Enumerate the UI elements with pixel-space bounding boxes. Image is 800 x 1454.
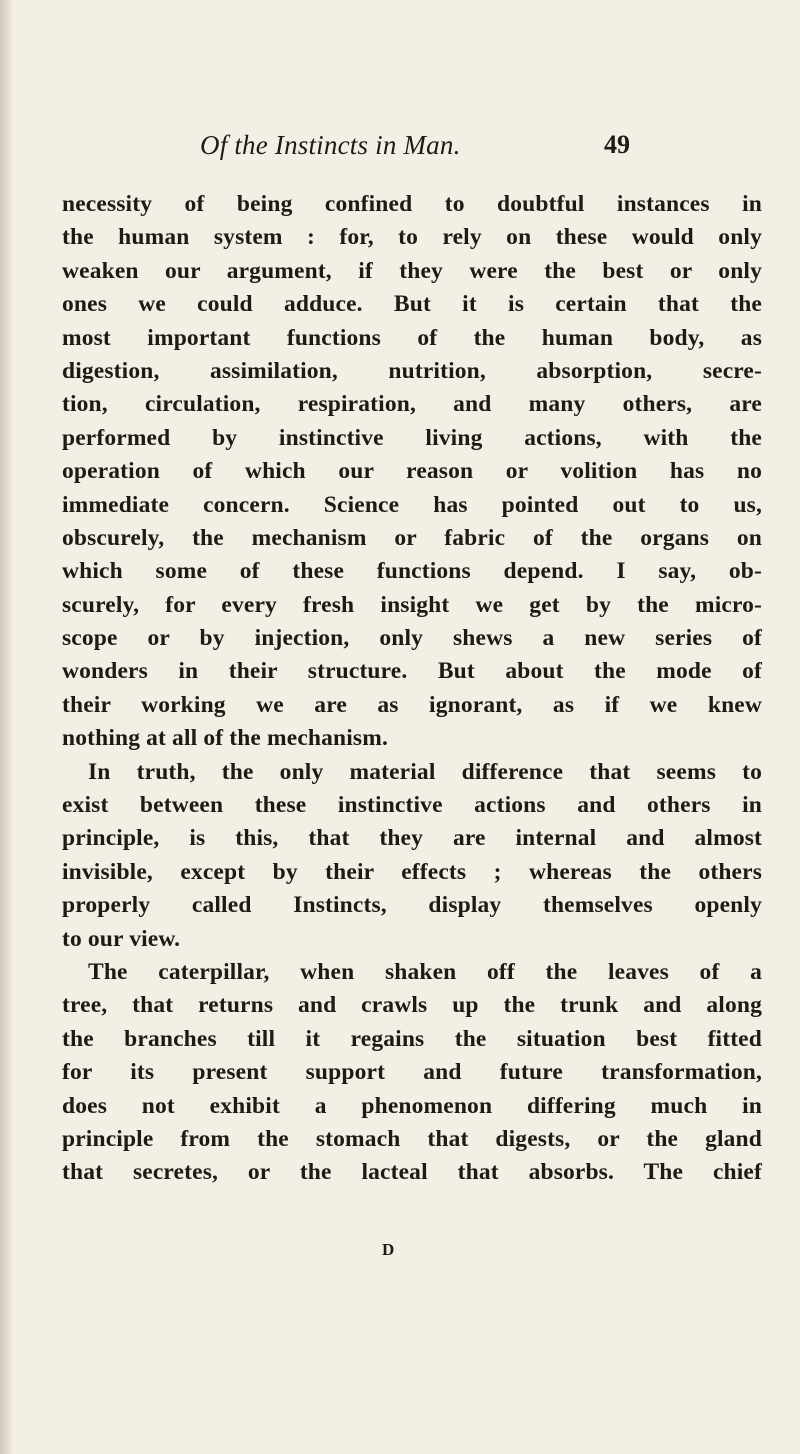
text-line: the human system : for, to rely on these would only	[62, 224, 762, 251]
text-line: In truth, the only material difference that seems to	[88, 758, 762, 785]
text-line: invisible, except by their effects ; whereas the others	[62, 858, 762, 885]
text-line: does not exhibit a phenomenon differing much in	[62, 1092, 762, 1119]
text-line: which some of these functions depend. I say, ob-	[62, 558, 762, 585]
running-head	[200, 130, 630, 170]
text-line: tion, circulation, respiration, and many others, are	[62, 391, 762, 418]
text-line: obscurely, the mechanism or fabric of the organs on	[62, 524, 762, 551]
text-line: to our view.	[62, 925, 181, 952]
text-line: most important functions of the human body, as	[62, 324, 762, 351]
text-line: scope or by injection, only shews a new series of	[62, 625, 762, 652]
signature-mark: D	[382, 1240, 395, 1259]
text-line: for its present support and future transformation,	[62, 1059, 762, 1086]
text-line: principle from the stomach that digests, or the gland	[62, 1125, 762, 1152]
text-line: necessity of being confined to doubtful instances in	[62, 191, 762, 217]
text-line: The caterpillar, when shaken off the leaves of a	[88, 958, 762, 985]
text-line: principle, is this, that they are internal and almost	[62, 825, 762, 852]
text-line: their working we are as ignorant, as if we knew	[62, 691, 762, 718]
body-text	[62, 188, 762, 1190]
page-number: 49	[604, 130, 630, 159]
text-line: tree, that returns and crawls up the trunk and along	[62, 992, 762, 1019]
text-line: performed by instinctive living actions, with the	[62, 424, 762, 451]
text-line: that secretes, or the lacteal that absorbs. The chief	[62, 1159, 762, 1186]
text-line: exist between these instinctive actions and others in	[62, 792, 762, 819]
text-line: weaken our argument, if they were the best or only	[62, 257, 762, 284]
text-line: properly called Instincts, display themselves openly	[62, 892, 762, 919]
text-line: ones we could adduce. But it is certain that the	[62, 291, 762, 318]
page-edge	[0, 0, 14, 1454]
text-line: scurely, for every fresh insight we get by the micro-	[62, 591, 762, 618]
text-line: immediate concern. Science has pointed out to us,	[62, 491, 762, 518]
text-line: wonders in their structure. But about the mode of	[62, 658, 762, 685]
text-line: nothing at all of the mechanism.	[62, 725, 388, 752]
text-line: the branches till it regains the situation best fitted	[62, 1025, 762, 1052]
text-line: digestion, assimilation, nutrition, absorption, secre-	[62, 357, 762, 384]
running-head-title: Of the Instincts in Man.	[200, 130, 461, 160]
text-line: operation of which our reason or volition has no	[62, 458, 762, 485]
